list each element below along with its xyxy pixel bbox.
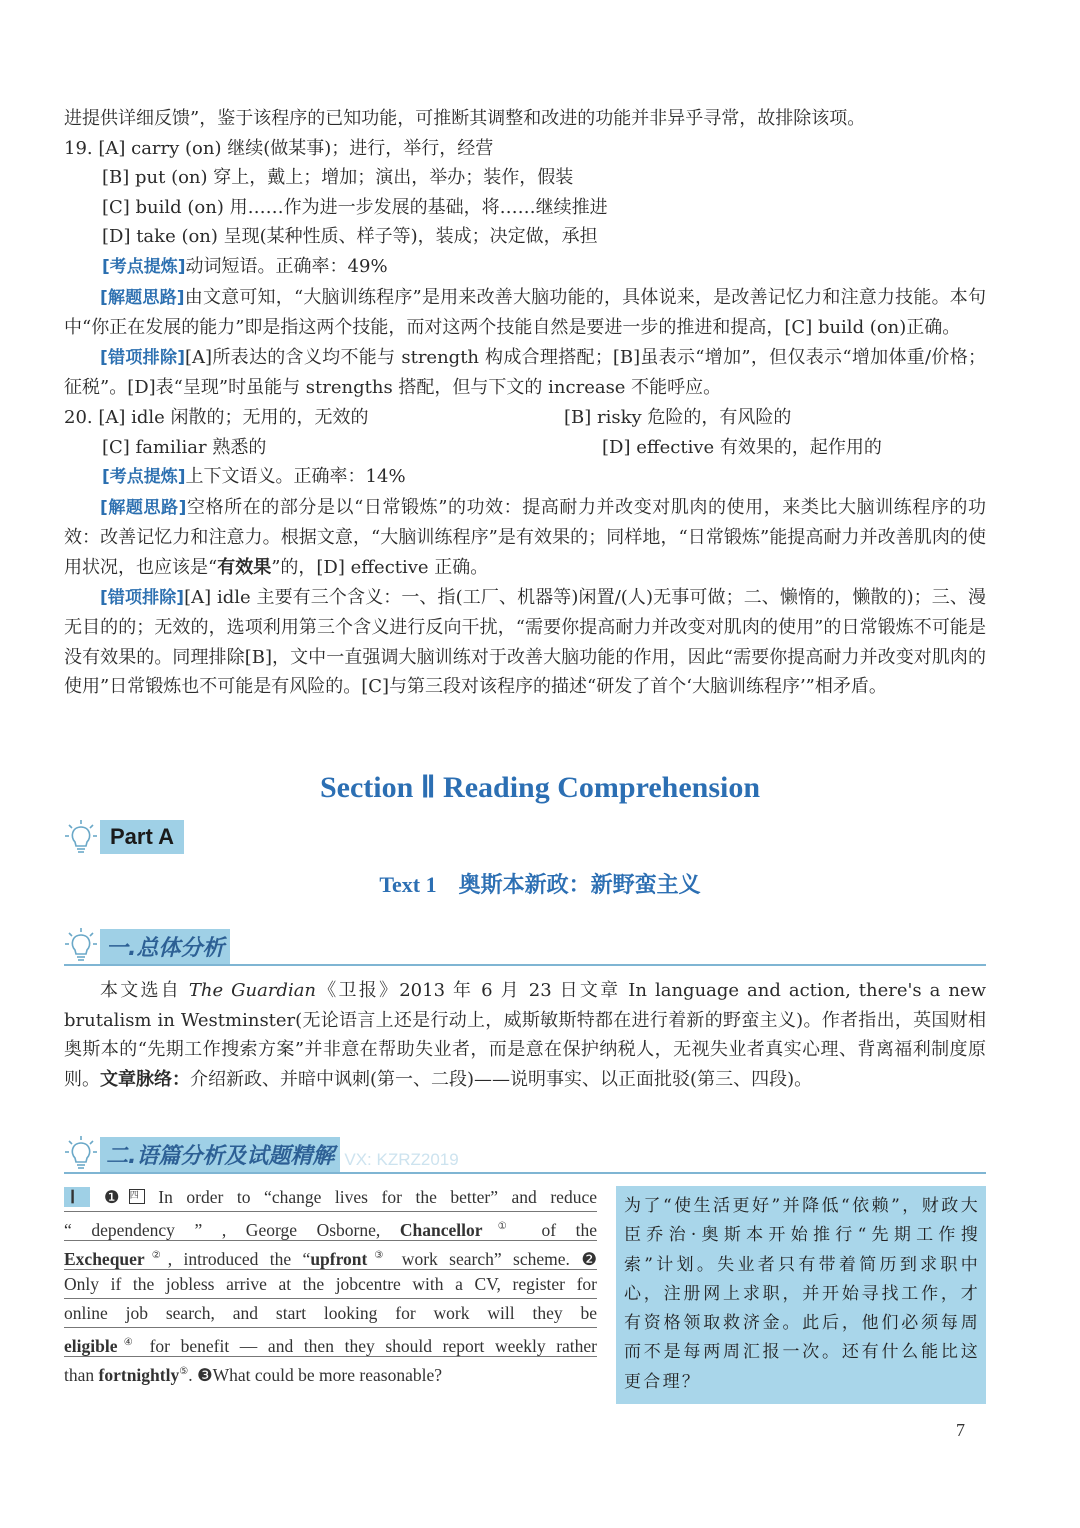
passage-line [64,1328,597,1357]
passage-text: What could be more reasonable? [212,1364,442,1385]
intro-text [64,976,986,1094]
cuoxiang-text: [A]所表达的含义均不能与 strength 构成合理搭配；[B]虽表示“增加”，但仅表示“增加体重/价格；征税”。[D]表“呈现”时虽能与 strengths 搭配，但与下文的 increase 不能呼应。 [64,346,986,399]
passage-text: than [64,1364,99,1385]
passage-line [64,1357,597,1386]
cuoxiang-tag: [错项排除] [100,347,186,368]
note-marker: ③ [367,1250,391,1261]
q20-option-d: [D] effective 有效果的，起作用的 [602,436,882,458]
part-a-label: Part A [100,820,184,854]
note-marker: ② [144,1250,168,1261]
q20-cuoxiang [64,583,986,702]
passage-paragraph-1 [64,1183,597,1386]
text-title: Text 1 奥斯本新政：新野蛮主义 [379,872,701,897]
lightbulb-icon [64,818,98,856]
vocab-fortnightly: fortnightly [98,1364,180,1385]
q19-option-c: [C] build (on) 用……作为进一步发展的基础，将……继续推进 [102,196,608,218]
jieti-text: 空格所在的部分是以“日常锻炼”的功效：提高耐力并改变对肌肉的使用，来类比大脑训练程序的功效：改善记忆力和注意力。根据文意，“大脑训练程序”是有效果的；同样地，“日常锻炼”能提高耐力并改善肌肉的使用状况，也应该是“ [64,496,986,578]
discourse-analysis-label: 二.语篇分析及试题精解 [100,1137,340,1172]
overall-analysis-label: 一.总体分析 [100,929,230,964]
kaodian-tag: [考点提炼] [102,256,186,277]
vocab-chancellor: Chancellor [399,1219,483,1240]
passage-text: . [188,1364,197,1385]
cuoxiang-tag: [错项排除] [100,587,185,608]
passage-text: “ dependency ” , George Osborne, [64,1219,400,1240]
note-marker: ① [482,1221,522,1232]
passage-text: of the [521,1219,597,1240]
section-title: Section Ⅱ Reading Comprehension [319,771,761,804]
q19-jieti [64,283,986,343]
note-marker: ⑤ [179,1366,189,1377]
q20-option-b: [B] risky 危险的，有风险的 [564,406,792,428]
q20-jieti [64,493,986,583]
sentence-marker: ❶ [103,1187,129,1207]
passage-line [64,1212,597,1241]
sentence-marker: ❷ [581,1248,598,1269]
passage-line: Only if the jobless arrive at the jobcentre with a CV, register for [64,1270,597,1299]
intro-post: 介绍新政、并暗中讽刺(第一、二段)——说明事实、以正面批驳(第三、四段)。 [190,1068,813,1090]
q19-cuoxiang [64,343,986,403]
lightbulb-icon [64,1134,98,1172]
kaodian-text: 上下文语义。正确率：14% [185,466,406,488]
kaodian-tag: [考点提炼] [102,467,186,488]
overall-analysis-header [64,926,986,966]
jieti-text: 由文意可知，“大脑训练程序”是用来改善大脑功能的，具体说来，是改善记忆力和注意力技能。本句中“你正在发展的能力”即是指这两个技能，而对这两个技能自然是要进一步的推进和提高，[C] build (on)正确。 [64,286,986,339]
jieti-tag: [解题思路] [100,287,185,308]
q20-option-a: 20. [A] idle 闲散的；无用的，无效的 [64,406,369,428]
passage-line [64,1241,597,1270]
jieti-tag: [解题思路] [100,497,187,518]
q19-option-b: [B] put (on) 穿上，戴上；增加；演出，举办；装作，假装 [102,167,574,189]
vocab-upfront: upfront [310,1248,368,1269]
q19-option-d: [D] take (on) 呈现(某种性质、样子等)，装成；决定做，承担 [102,226,598,248]
translation-box: 为了“使生活更好”并降低“依赖”，财政大臣乔治·奥斯本开始推行“先期工作搜索”计划。失业者只有带着简历到求职中心，注册网上求职，并开始寻找工作，才有资格领取救济金。此后，他们必须每周而不是每两周汇报一次。还有什么能比这更合理？ [616,1186,986,1404]
passage-text: work search” scheme. [390,1248,582,1269]
discourse-analysis-header [64,1134,986,1174]
passage-text: In order to “change lives for the better” and reduce [158,1187,597,1207]
passage-text: , introduced the “ [167,1248,311,1269]
q20-options-row2 [64,433,986,463]
part-a-header [64,818,184,856]
vocab-exchequer: Exchequer [64,1248,145,1269]
q18-continuation: 进提供详细反馈”，鉴于该程序的已知功能，可推断其调整和改进的功能并非异乎寻常，故排除该项。 [64,108,866,129]
q20-kaodian [64,462,986,493]
passage-line [64,1183,597,1212]
watermark: VX: KZRZ2019 [344,1150,459,1169]
intro-mid: 《卫报》2013 年 6 月 23 日文章 In language and action, there's a new brutalism in Westminster(无论语言上还是行动上，威斯敏斯特都在进行着新的野蛮主义)。作者指出，英国财相奥斯本的“先期工作搜索方案”并非意在帮助失业者，而是意在保护纳税人，无视失业者真实心理、背离福利制度原则。 [64,980,986,1090]
jieti-bold: 有效果 [217,556,272,578]
q19-option-a: 19. [A] carry (on) 继续(做某事)；进行，举行，经营 [64,137,494,159]
passage-line: online job search, and start looking for work will they be [64,1299,597,1328]
jieti-text-end: ”的，[D] effective 正确。 [271,556,489,578]
paragraph-number: Ⅰ [64,1187,90,1207]
note-marker: ④ [117,1337,139,1348]
q19-kaodian [64,252,986,283]
source-title: The Guardian [188,980,317,1001]
answer-explanations [64,104,986,702]
cuoxiang-text: [A] idle 主要有三个含义：一、指(工厂、机器等)闲置/(人)无事可做；二、懒惰的，懒散的)；三、漫无目的的；无效的，选项利用第三个含义进行反向干扰，“需要你提高耐力并改变对肌肉的使用”的日常锻炼不可能是没有效果的。同理排除[B]，文中一直强调大脑训练对于改善大脑功能的作用，因此“需要你提高耐力并改变对肌肉的使用”日常锻炼也不可能是有风险的。[C]与第三段对该程序的描述“研发了首个‘大脑训练程序’”相矛盾。 [64,586,986,698]
vocab-eligible: eligible [64,1335,118,1356]
book-icon: 四 [129,1189,145,1204]
sentence-marker: ❸ [196,1364,213,1385]
q20-options-row1 [64,403,986,433]
intro-bold: 文章脉络： [100,1068,190,1090]
q20-option-c: [C] familiar 熟悉的 [102,436,267,458]
page-number: 7 [956,1420,965,1440]
passage-text: for benefit — and then they should report weekly rather [138,1335,597,1356]
kaodian-text: 动词短语。正确率：49% [185,255,388,277]
intro-pre: 本文选自 [100,980,189,1001]
intro-paragraph [64,976,986,1094]
lightbulb-icon [64,926,98,964]
